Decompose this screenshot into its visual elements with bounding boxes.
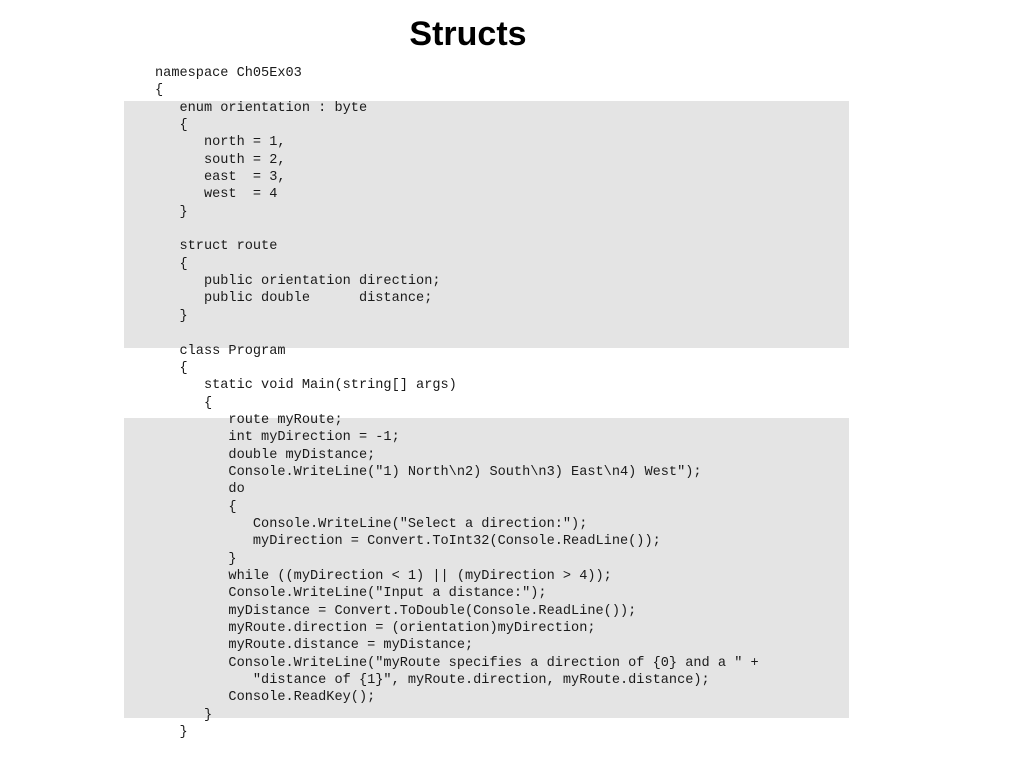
code-line: } xyxy=(155,725,188,741)
code-line: east = 3, xyxy=(155,170,286,186)
code-line: { xyxy=(155,118,188,134)
code-line: do xyxy=(155,482,245,498)
code-line: { xyxy=(155,83,164,99)
code-line: } xyxy=(155,204,188,220)
code-line: public double distance; xyxy=(155,291,433,307)
code-line: route myRoute; xyxy=(155,412,343,428)
code-line: Console.WriteLine("Input a distance:"); xyxy=(155,586,547,602)
code-line: west = 4 xyxy=(155,187,278,203)
code-line xyxy=(155,221,759,238)
code-line: namespace Ch05Ex03 xyxy=(155,66,302,81)
code-line: myDirection = Convert.ToInt32(Console.ReadLine()); xyxy=(155,534,661,550)
code-line: } xyxy=(155,308,188,324)
code-line: double myDistance; xyxy=(155,447,376,463)
code-line: Console.WriteLine("1) North\n2) South\n3) East\n4) West"); xyxy=(155,464,702,480)
code-line: { xyxy=(155,360,188,376)
code-line: { xyxy=(155,256,188,272)
code-line: { xyxy=(155,395,213,411)
code-line: enum orientation : byte xyxy=(155,100,368,116)
code-line: } xyxy=(155,551,237,567)
code-line: south = 2, xyxy=(155,152,286,168)
code-line xyxy=(155,325,759,342)
slide-title: Structs xyxy=(409,15,527,53)
code-line: class Program xyxy=(155,343,286,359)
code-line: myRoute.direction = (orientation)myDirection; xyxy=(155,621,596,636)
code-line: Console.ReadKey(); xyxy=(155,690,376,706)
code-line: public orientation direction; xyxy=(155,274,441,290)
code-line: static void Main(string[] args) xyxy=(155,378,457,394)
code-listing xyxy=(155,65,759,741)
code-line: north = 1, xyxy=(155,135,286,151)
code-line: myRoute.distance = myDistance; xyxy=(155,638,474,654)
code-line: Console.WriteLine("myRoute specifies a direction of {0} and a " + xyxy=(155,655,759,671)
code-line: myDistance = Convert.ToDouble(Console.ReadLine()); xyxy=(155,603,637,619)
code-line: int myDirection = -1; xyxy=(155,430,400,446)
code-line: Console.WriteLine("Select a direction:"); xyxy=(155,516,588,532)
code-line: struct route xyxy=(155,239,278,255)
code-line: while ((myDirection < 1) || (myDirection > 4)); xyxy=(155,568,612,584)
code-line: "distance of {1}", myRoute.direction, myRoute.distance); xyxy=(155,673,710,689)
code-line: } xyxy=(155,707,213,723)
code-line: { xyxy=(155,499,237,515)
